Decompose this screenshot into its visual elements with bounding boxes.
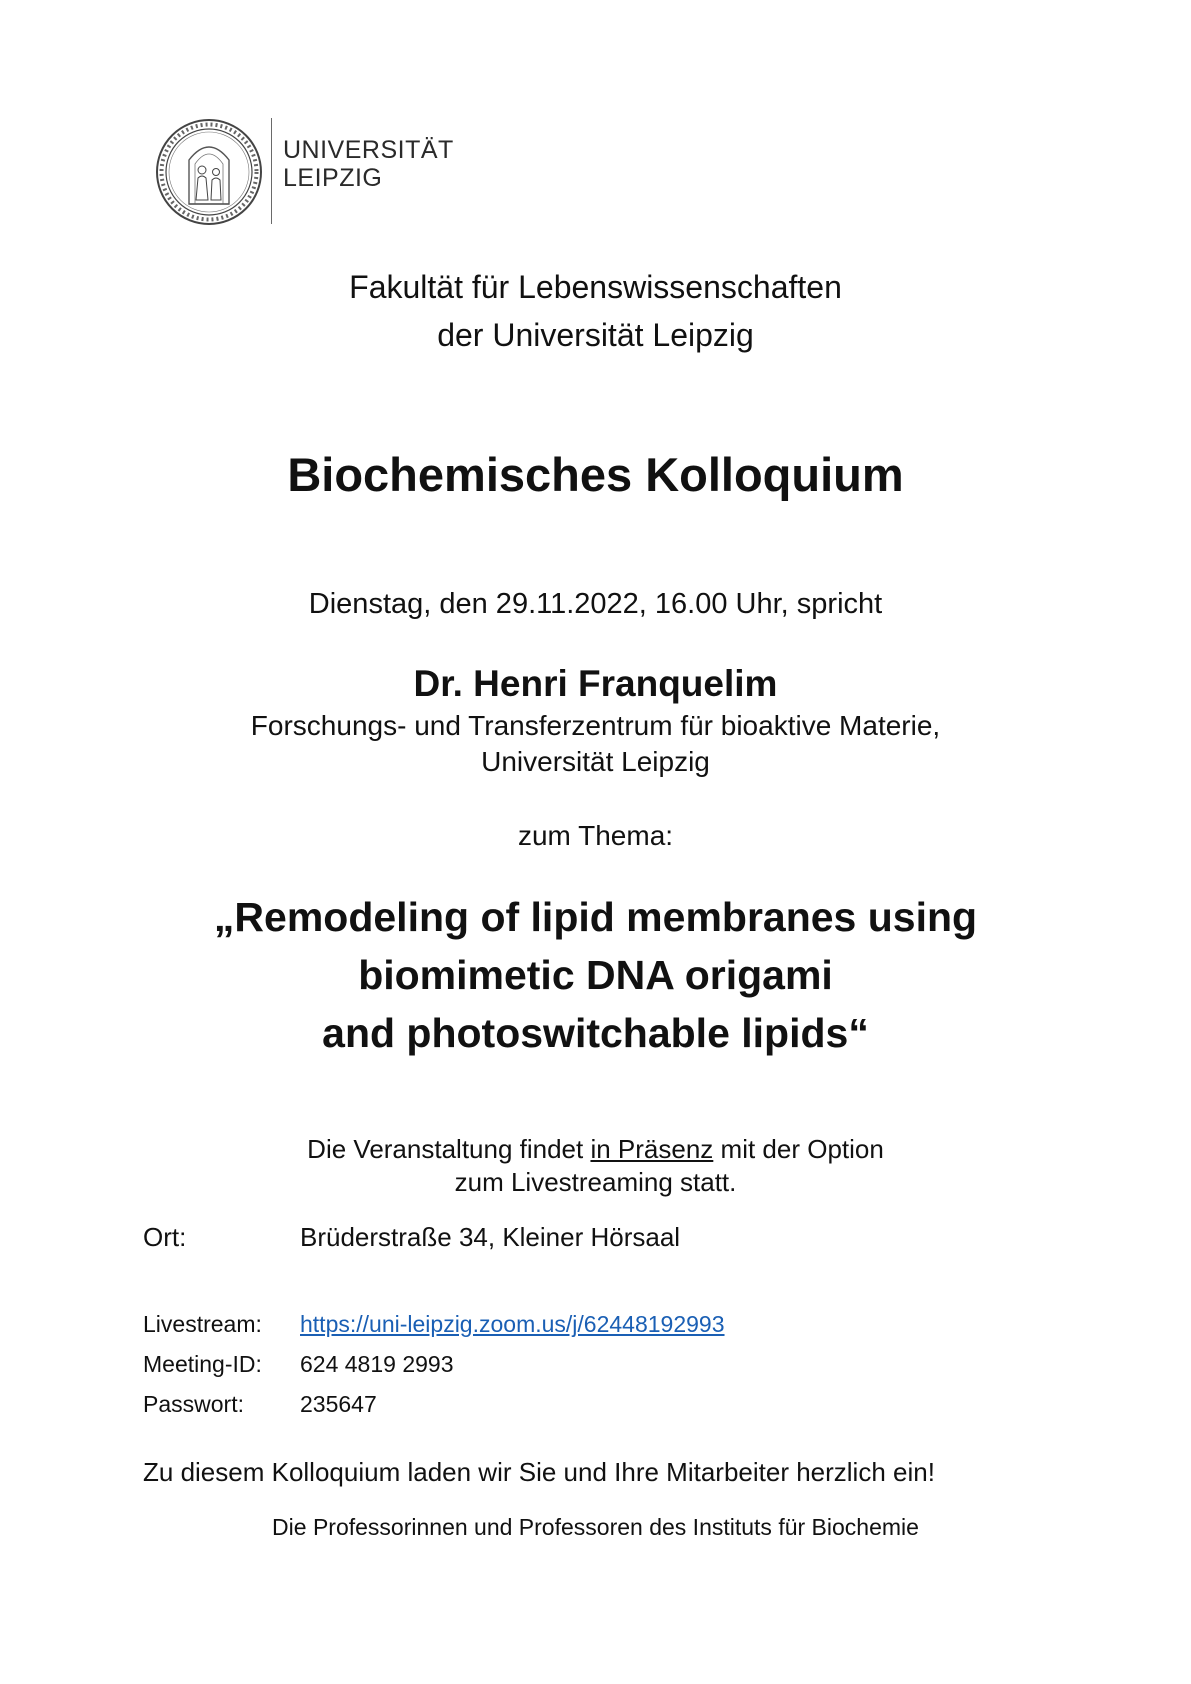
university-seal-icon <box>155 118 263 226</box>
password-value: 235647 <box>300 1391 377 1417</box>
talk-title-line-1: „Remodeling of lipid membranes using <box>213 894 978 940</box>
speaker-affiliation-line-1: Forschungs- und Transferzentrum für bioaktive Materie, <box>250 710 941 741</box>
talk-title-line-3: and photoswitchable lipids“ <box>322 1010 869 1056</box>
meeting-id-label: Meeting-ID: <box>143 1351 262 1377</box>
logo-divider <box>271 118 272 224</box>
invitation-text: Zu diesem Kolloquium laden wir Sie und Ihre Mitarbeiter herzlich ein! <box>143 1457 935 1487</box>
speaker-affiliation-line-2: Universität Leipzig <box>481 746 710 777</box>
event-format-emphasis: in Präsenz <box>590 1134 714 1164</box>
meeting-id-value: 624 4819 2993 <box>300 1351 454 1377</box>
page-title: Biochemisches Kolloquium <box>287 448 904 501</box>
event-format-line-1 <box>0 1133 1191 1166</box>
faculty-line-1: Fakultät für Lebenswissenschaften <box>349 269 842 305</box>
date-line: Dienstag, den 29.11.2022, 16.00 Uhr, spricht <box>308 588 883 620</box>
speaker-name: Dr. Henri Franquelim <box>413 663 778 704</box>
talk-title-line-2: biomimetic DNA origami <box>358 952 833 998</box>
logo-text-leipzig: LEIPZIG <box>283 164 383 192</box>
password-row <box>0 1391 1191 1421</box>
event-format-line-2: zum Livestreaming statt. <box>454 1167 737 1197</box>
university-logo <box>155 118 455 226</box>
location-value: Brüderstraße 34, Kleiner Hörsaal <box>300 1222 681 1252</box>
signature-text: Die Professorinnen und Professoren des Instituts für Biochemie <box>272 1514 919 1540</box>
livestream-link[interactable]: https://uni-leipzig.zoom.us/j/62448192993 <box>300 1311 725 1337</box>
event-format-post: mit der Option <box>713 1134 884 1164</box>
password-label: Passwort: <box>143 1391 244 1417</box>
topic-intro: zum Thema: <box>517 820 674 851</box>
livestream-label: Livestream: <box>143 1311 262 1337</box>
location-row <box>0 1222 1191 1256</box>
event-format-pre: Die Veranstaltung findet <box>307 1134 591 1164</box>
location-label: Ort: <box>143 1222 187 1252</box>
faculty-line-2: der Universität Leipzig <box>437 317 754 353</box>
livestream-row <box>0 1311 1191 1341</box>
logo-text-university: UNIVERSITÄT <box>283 136 454 164</box>
meeting-id-row <box>0 1351 1191 1381</box>
